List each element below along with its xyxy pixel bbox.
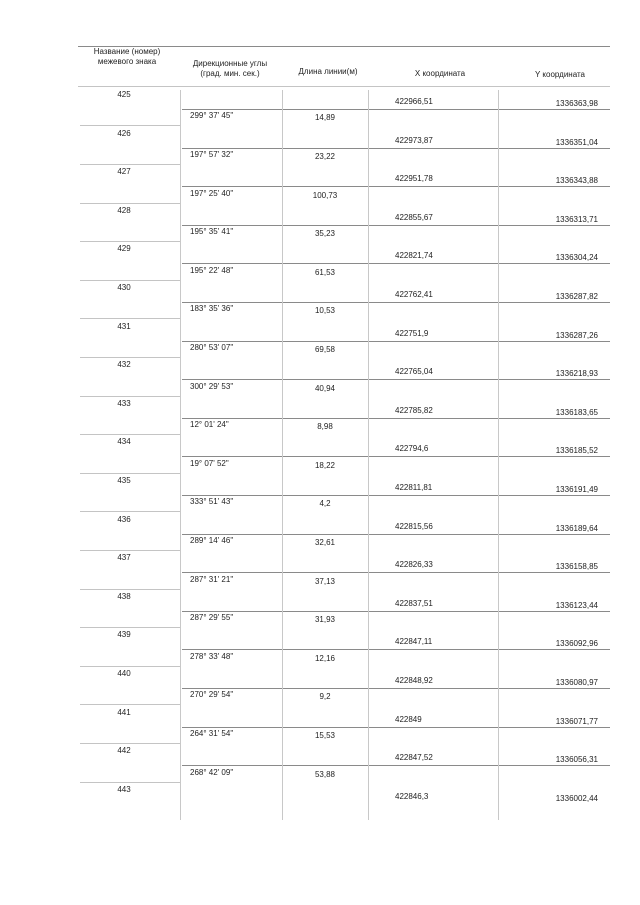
segment-row-rule: [80, 743, 180, 744]
segment-row-rule: [80, 241, 180, 242]
direction-angle: 333° 51' 43": [190, 497, 234, 507]
x-coordinate: 422811,81: [395, 483, 433, 492]
segment-row-rule: [80, 280, 180, 281]
y-coordinate: 1336080,97: [555, 678, 598, 687]
y-coordinate: 1336123,44: [555, 600, 598, 610]
y-coordinate: 1336071,77: [555, 716, 598, 726]
y-coordinate: 1336002,44: [555, 793, 598, 803]
point-row-rule: [182, 263, 610, 264]
direction-angle: 299° 37' 45": [190, 111, 234, 121]
segment-row-rule: [80, 627, 180, 628]
header-direction-angles: [178, 59, 282, 79]
line-length: 61,53: [314, 267, 336, 277]
direction-angle: 289° 14' 46": [190, 535, 234, 545]
segment-row-rule: [80, 473, 180, 474]
line-length: 37,13: [314, 576, 336, 586]
line-length: 100,73: [312, 190, 338, 200]
line-length: 14,89: [314, 113, 336, 123]
line-length: 69,58: [314, 344, 336, 354]
header-name-line1: Название (номер): [93, 47, 161, 56]
y-coordinate: 1336189,64: [555, 523, 598, 533]
line-length: 18,22: [314, 460, 336, 470]
point-name: 433: [117, 398, 131, 408]
point-name: 437: [117, 553, 131, 563]
direction-angle: 280° 53' 07": [190, 342, 234, 352]
y-coordinate: 1336304,24: [555, 253, 598, 263]
segment-row-rule: [80, 704, 180, 705]
line-length: 10,53: [314, 306, 336, 316]
x-coordinate: 422973,87: [395, 135, 433, 145]
y-coordinate: 1336092,96: [555, 639, 598, 649]
header-line-length: Длина линии(м): [298, 67, 358, 76]
x-coordinate: 422846,3: [395, 791, 429, 801]
direction-angle: 195° 35' 41": [190, 227, 234, 237]
x-coordinate: 422794,6: [395, 444, 429, 454]
x-coordinate: 422815,56: [395, 521, 433, 531]
line-length: 4,2: [319, 499, 331, 509]
line-length: 23,22: [314, 151, 336, 161]
line-length: 31,93: [314, 615, 336, 625]
y-coordinate: 1336351,04: [555, 137, 598, 147]
point-name: 425: [117, 90, 131, 99]
header-bottom-rule: [78, 86, 610, 87]
header-name-line2: межевого знака: [97, 57, 157, 66]
x-coordinate: 422855,67: [395, 212, 433, 222]
line-length: 9,2: [319, 692, 331, 702]
point-name: 443: [117, 784, 131, 794]
point-row-rule: [182, 727, 610, 728]
direction-angle: 268° 42' 09": [190, 767, 234, 777]
segment-row-rule: [80, 550, 180, 551]
segment-row-rule: [80, 396, 180, 397]
x-coordinate: 422848,92: [395, 676, 433, 685]
x-coordinate: 422826,33: [395, 560, 433, 570]
direction-angle: 278° 33' 48": [190, 651, 234, 661]
point-row-rule: [182, 611, 610, 612]
header-angles-line1: Дирекционные углы: [192, 59, 268, 68]
point-name: 438: [117, 591, 131, 601]
segment-row-rule: [80, 589, 180, 590]
point-row-rule: [182, 341, 610, 342]
point-row-rule: [182, 302, 610, 303]
y-coordinate: 1336183,65: [555, 407, 598, 417]
point-name: 431: [117, 321, 131, 331]
line-length: 40,94: [314, 383, 336, 393]
x-coordinate: 422951,78: [395, 174, 433, 184]
y-coordinate: 1336313,71: [555, 214, 598, 224]
segment-row-rule: [80, 203, 180, 204]
point-row-rule: [182, 688, 610, 689]
x-coordinate: 422762,41: [395, 290, 433, 299]
column-divider: [498, 90, 499, 820]
point-name: 442: [117, 746, 131, 756]
direction-angle: 197° 57' 32": [190, 149, 234, 159]
x-coordinate: 422785,82: [395, 405, 433, 415]
point-row-rule: [182, 109, 610, 110]
direction-angle: 183° 35' 36": [190, 304, 234, 314]
direction-angle: 287° 31' 21": [190, 574, 234, 584]
direction-angle: 19° 07' 52": [190, 458, 229, 468]
y-coordinate: 1336343,88: [555, 176, 598, 186]
direction-angle: 264° 31' 54": [190, 728, 234, 738]
header-point-name: [86, 47, 168, 67]
point-row-rule: [182, 418, 610, 419]
direction-angle: 300° 29' 53": [190, 381, 234, 391]
point-row-rule: [182, 379, 610, 380]
segment-row-rule: [80, 125, 180, 126]
x-coordinate: 422821,74: [395, 251, 433, 261]
direction-angle: 270° 29' 54": [190, 690, 234, 700]
point-name: 426: [117, 128, 131, 138]
segment-row-rule: [80, 357, 180, 358]
direction-angle: 287° 29' 55": [190, 613, 234, 623]
x-coordinate: 422847,11: [395, 637, 433, 647]
header-y-coordinate: Y координата: [534, 70, 586, 79]
direction-angle: 195° 22' 48": [190, 265, 234, 275]
line-length: 15,53: [314, 730, 336, 740]
x-coordinate: 422765,04: [395, 367, 433, 377]
segment-row-rule: [80, 511, 180, 512]
column-divider: [180, 90, 181, 820]
point-name: 432: [117, 360, 131, 370]
y-coordinate: 1336218,93: [555, 369, 598, 379]
column-divider: [282, 90, 283, 820]
point-row-rule: [182, 186, 610, 187]
point-name: 436: [117, 514, 131, 524]
point-name: 428: [117, 205, 131, 215]
line-length: 35,23: [314, 229, 336, 239]
point-row-rule: [182, 765, 610, 766]
direction-angle: 197° 25' 40": [190, 188, 234, 198]
point-name: 440: [117, 669, 131, 678]
x-coordinate: 422849: [395, 714, 422, 724]
y-coordinate: 1336185,52: [555, 446, 598, 456]
x-coordinate: 422847,52: [395, 753, 433, 763]
line-length: 32,61: [314, 537, 336, 547]
line-length: 12,16: [314, 653, 336, 663]
y-coordinate: 1336363,98: [555, 99, 598, 108]
segment-row-rule: [80, 434, 180, 435]
segment-row-rule: [80, 666, 180, 667]
point-row-rule: [182, 148, 610, 149]
line-length: 8,98: [317, 422, 333, 432]
segment-row-rule: [80, 164, 180, 165]
segment-row-rule: [80, 318, 180, 319]
direction-angle: 12° 01' 24": [190, 420, 229, 430]
y-coordinate: 1336158,85: [555, 562, 598, 572]
point-name: 434: [117, 437, 131, 447]
y-coordinate: 1336287,26: [555, 330, 598, 340]
point-name: 429: [117, 244, 131, 254]
line-length: 53,88: [314, 769, 336, 779]
y-coordinate: 1336056,31: [555, 755, 598, 765]
point-name: 430: [117, 283, 131, 292]
x-coordinate: 422751,9: [395, 328, 429, 338]
point-row-rule: [182, 572, 610, 573]
point-row-rule: [182, 456, 610, 457]
point-name: 439: [117, 630, 131, 640]
segment-row-rule: [80, 782, 180, 783]
x-coordinate: 422966,51: [395, 97, 433, 106]
point-name: 435: [117, 476, 131, 485]
point-name: 441: [117, 707, 131, 717]
x-coordinate: 422837,51: [395, 598, 433, 608]
y-coordinate: 1336287,82: [555, 292, 598, 301]
point-row-rule: [182, 225, 610, 226]
point-name: 427: [117, 167, 131, 177]
point-row-rule: [182, 495, 610, 496]
y-coordinate: 1336191,49: [555, 485, 598, 494]
point-row-rule: [182, 649, 610, 650]
header-x-coordinate: X координата: [414, 69, 466, 78]
header-angles-line2: (град. мин. сек.): [200, 69, 260, 78]
point-row-rule: [182, 534, 610, 535]
column-divider: [368, 90, 369, 820]
